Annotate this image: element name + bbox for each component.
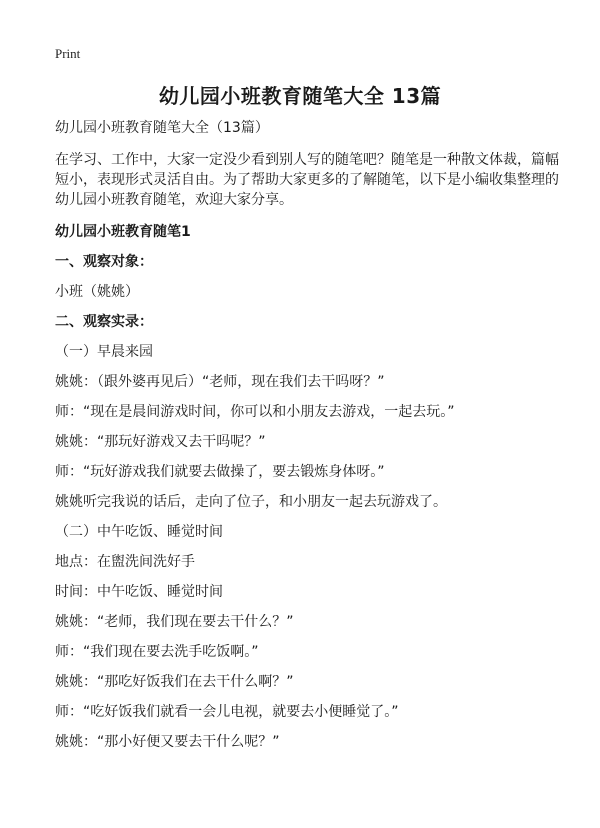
part-heading: （一）早晨来园 <box>55 344 153 360</box>
part-heading: （二）中午吃饭、睡觉时间 <box>55 524 223 540</box>
intro-line: 在学习、工作中，大家一定没少看到别人写的随笔吧？随笔是一种散文体裁，篇幅 <box>55 152 559 168</box>
intro-line: 短小，表现形式灵活自由。为了帮助大家更多的了解随笔，以下是小编收集整理的 <box>55 172 559 188</box>
observation-target-heading: 一、观察对象： <box>55 254 153 270</box>
intro-paragraph <box>55 150 559 210</box>
location-line: 地点：在盥洗间洗好手 <box>55 554 195 570</box>
dialogue-line: 姚姚：“那吃好饭我们在去干什么啊？” <box>55 674 294 690</box>
document-subtitle: 幼儿园小班教育随笔大全（13篇） <box>55 120 269 136</box>
observation-target: 小班（姚姚） <box>55 284 139 300</box>
dialogue-line: 姚姚：（跟外婆再见后）“老师，现在我们去干吗呀？” <box>55 374 385 390</box>
section-heading: 幼儿园小班教育随笔1 <box>55 224 191 240</box>
observation-record-heading: 二、观察实录： <box>55 314 153 330</box>
intro-line: 幼儿园小班教育随笔，欢迎大家分享。 <box>55 192 293 208</box>
dialogue-line: 师：“吃好饭我们就看一会儿电视，就要去小便睡觉了。” <box>55 704 399 720</box>
dialogue-line: 姚姚：“那玩好游戏又去干吗呢？” <box>55 434 266 450</box>
time-line: 时间：中午吃饭、睡觉时间 <box>55 584 223 600</box>
dialogue-line: 姚姚：“老师，我们现在要去干什么？” <box>55 614 294 630</box>
dialogue-line: 师：“现在是晨间游戏时间，你可以和小朋友去游戏，一起去玩。” <box>55 404 455 420</box>
dialogue-line: 姚姚：“那小好便又要去干什么呢？” <box>55 734 280 750</box>
document-title: 幼儿园小班教育随笔大全 13篇 <box>158 84 442 108</box>
dialogue-line: 师：“我们现在要去洗手吃饭啊。” <box>55 644 259 660</box>
document-body <box>55 118 559 762</box>
dialogue-line: 师：“玩好游戏我们就要去做操了，要去锻炼身体呀。” <box>55 464 385 480</box>
print-link[interactable]: Print <box>55 46 81 61</box>
narrative-line: 姚姚听完我说的话后，走向了位子，和小朋友一起去玩游戏了。 <box>55 494 447 510</box>
